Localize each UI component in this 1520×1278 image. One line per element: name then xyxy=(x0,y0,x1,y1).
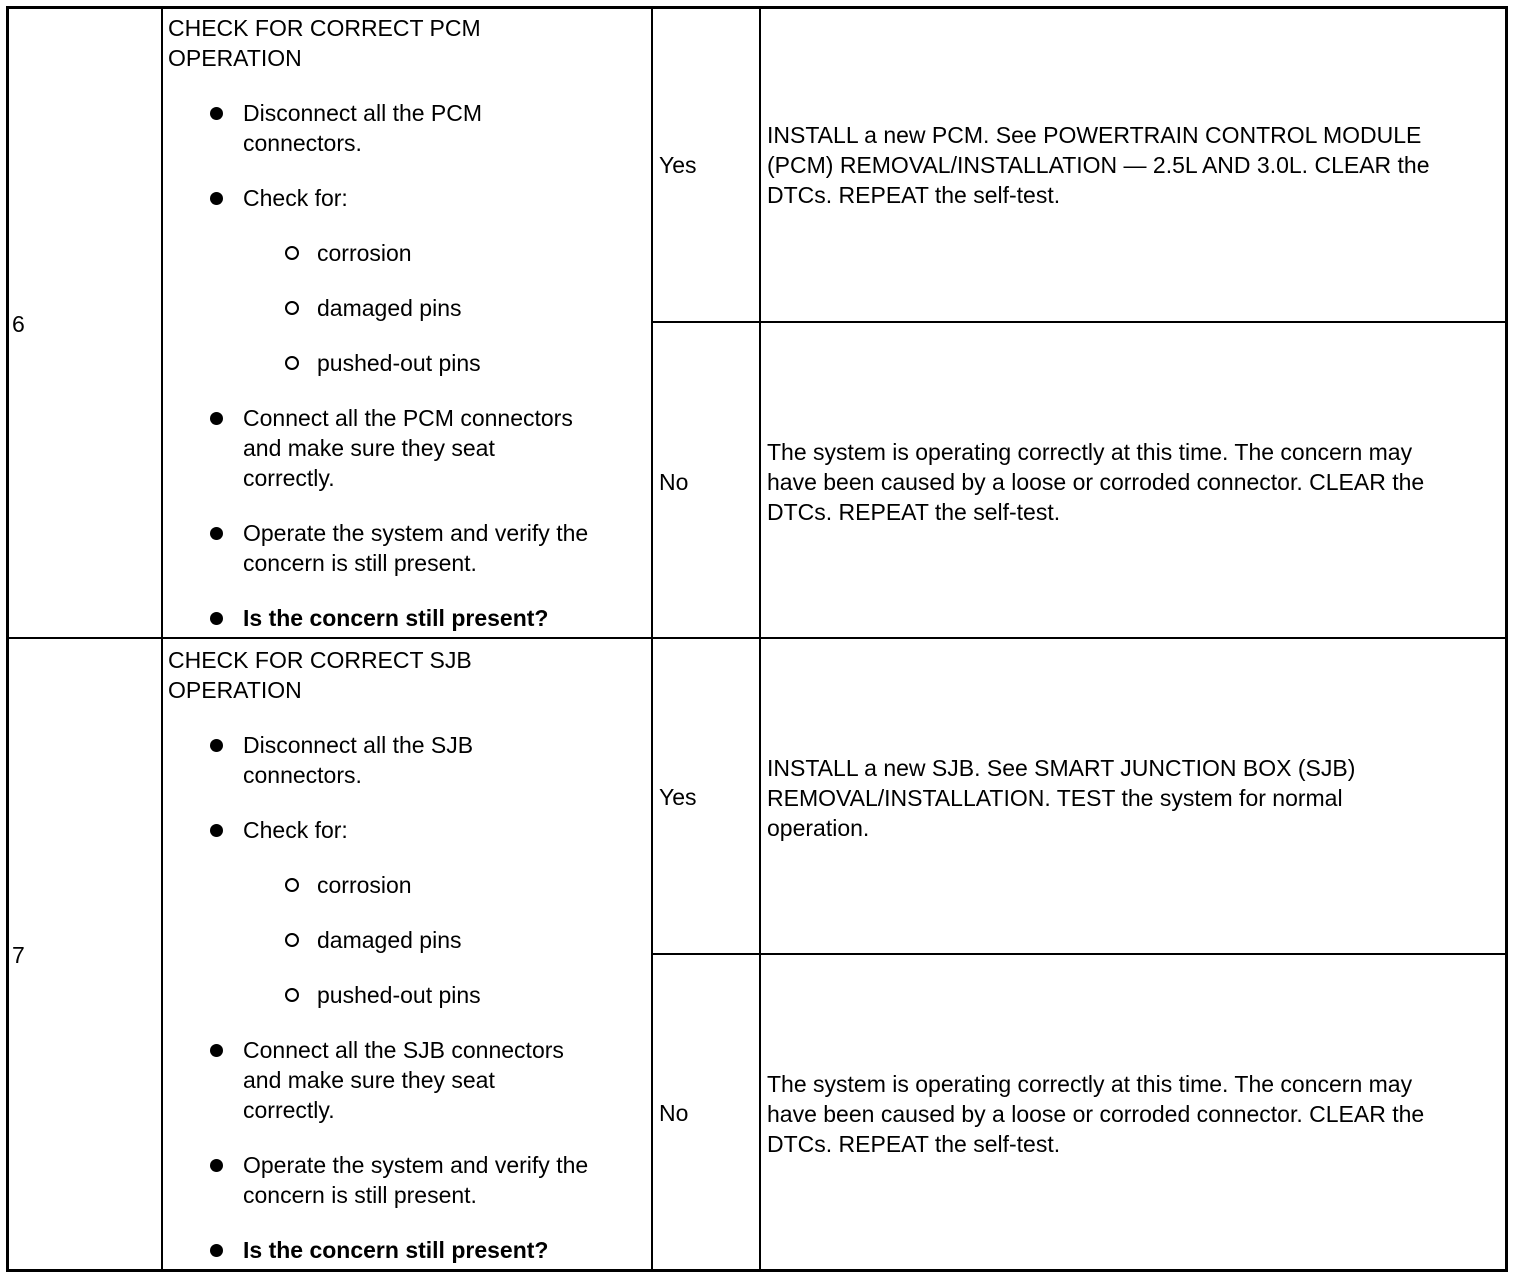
bullet-dot-icon xyxy=(210,612,223,625)
list-item xyxy=(243,815,348,845)
sub-list-item xyxy=(317,980,481,1010)
list-item-line: Is the concern still present? xyxy=(243,605,549,631)
list-item-line: Operate the system and verify the xyxy=(243,520,589,546)
list-item xyxy=(243,403,573,493)
action-line: The system is operating correctly at this time. The concern may xyxy=(767,439,1413,465)
action-line: The system is operating correctly at this time. The concern may xyxy=(767,1071,1413,1097)
action-line: have been caused by a loose or corroded connector. CLEAR the xyxy=(767,1101,1425,1127)
list-item-line: Disconnect all the SJB xyxy=(243,732,474,758)
bullet-dot-icon xyxy=(210,107,223,120)
list-item-line: correctly. xyxy=(243,465,335,491)
step-number: 6 xyxy=(12,311,25,337)
list-item-line: damaged pins xyxy=(317,927,462,953)
list-item-line: connectors. xyxy=(243,762,362,788)
col-divider-3 xyxy=(759,8,761,1270)
list-item-line: and make sure they seat xyxy=(243,435,495,461)
action-line: DTCs. REPEAT the self-test. xyxy=(767,1131,1061,1157)
no-label: No xyxy=(659,469,689,495)
action-line: operation. xyxy=(767,815,870,841)
list-item xyxy=(243,518,588,578)
action-line: REMOVAL/INSTALLATION. TEST the system for normal xyxy=(767,785,1343,811)
list-item-line: Connect all the PCM connectors xyxy=(243,405,573,431)
list-item xyxy=(243,183,348,213)
bullet-ring-icon xyxy=(285,301,299,315)
step-heading: CHECK FOR CORRECT PCM OPERATION xyxy=(168,15,481,71)
list-item-line: corrosion xyxy=(317,240,412,266)
list-item-line: Connect all the SJB connectors xyxy=(243,1037,564,1063)
list-item-line: concern is still present. xyxy=(243,1182,477,1208)
action-line: DTCs. REPEAT the self-test. xyxy=(767,182,1061,208)
no-action xyxy=(767,437,1424,527)
list-item-line: pushed-out pins xyxy=(317,350,481,376)
step-heading: CHECK FOR CORRECT SJB OPERATION xyxy=(168,647,472,703)
col-divider-2 xyxy=(651,8,653,1270)
yes-action xyxy=(767,753,1355,843)
bullet-dot-icon xyxy=(210,1044,223,1057)
bullet-dot-icon xyxy=(210,527,223,540)
sub-list-item xyxy=(317,238,412,268)
list-item xyxy=(243,1035,564,1125)
action-line: INSTALL a new PCM. See POWERTRAIN CONTROL MODULE xyxy=(767,122,1422,148)
bullet-ring-icon xyxy=(285,933,299,947)
yes-label: Yes xyxy=(659,152,697,178)
action-line: (PCM) REMOVAL/INSTALLATION — 2.5L AND 3.0L. CLEAR the xyxy=(767,152,1430,178)
list-item-line: correctly. xyxy=(243,1097,335,1123)
question-item xyxy=(243,603,548,633)
list-item xyxy=(243,730,473,790)
list-item-line: damaged pins xyxy=(317,295,462,321)
row-divider-step6-yes-no xyxy=(653,321,1506,323)
sub-list-item xyxy=(317,870,412,900)
yes-label: Yes xyxy=(659,784,697,810)
bullet-dot-icon xyxy=(210,1159,223,1172)
list-item-line: Check for: xyxy=(243,185,348,211)
bullet-dot-icon xyxy=(210,824,223,837)
no-label: No xyxy=(659,1100,689,1126)
list-item-line: connectors. xyxy=(243,130,362,156)
bullet-dot-icon xyxy=(210,1244,223,1257)
list-item-line: Disconnect all the PCM xyxy=(243,100,483,126)
col-divider-1 xyxy=(161,8,163,1270)
no-action xyxy=(767,1069,1424,1159)
sub-list-item xyxy=(317,348,481,378)
list-item-line: and make sure they seat xyxy=(243,1067,495,1093)
bullet-ring-icon xyxy=(285,356,299,370)
bullet-dot-icon xyxy=(210,739,223,752)
sub-list-item xyxy=(317,925,462,955)
list-item-line: Is the concern still present? xyxy=(243,1237,549,1263)
yes-action xyxy=(767,120,1430,210)
bullet-ring-icon xyxy=(285,878,299,892)
list-item-line: Check for: xyxy=(243,817,348,843)
bullet-dot-icon xyxy=(210,192,223,205)
list-item xyxy=(243,1150,588,1210)
row-divider-step7-yes-no xyxy=(653,953,1506,955)
sub-list-item xyxy=(317,293,462,323)
question-item xyxy=(243,1235,548,1265)
list-item-line: corrosion xyxy=(317,872,412,898)
list-item-line: pushed-out pins xyxy=(317,982,481,1008)
bullet-ring-icon xyxy=(285,246,299,260)
action-line: have been caused by a loose or corroded connector. CLEAR the xyxy=(767,469,1425,495)
action-line: DTCs. REPEAT the self-test. xyxy=(767,499,1061,525)
action-line: INSTALL a new SJB. See SMART JUNCTION BOX (SJB) xyxy=(767,755,1356,781)
bullet-dot-icon xyxy=(210,412,223,425)
bullet-ring-icon xyxy=(285,988,299,1002)
step-number: 7 xyxy=(12,942,25,968)
list-item-line: concern is still present. xyxy=(243,550,477,576)
row-divider-steps xyxy=(8,637,1506,639)
list-item xyxy=(243,98,482,158)
list-item-line: Operate the system and verify the xyxy=(243,1152,589,1178)
